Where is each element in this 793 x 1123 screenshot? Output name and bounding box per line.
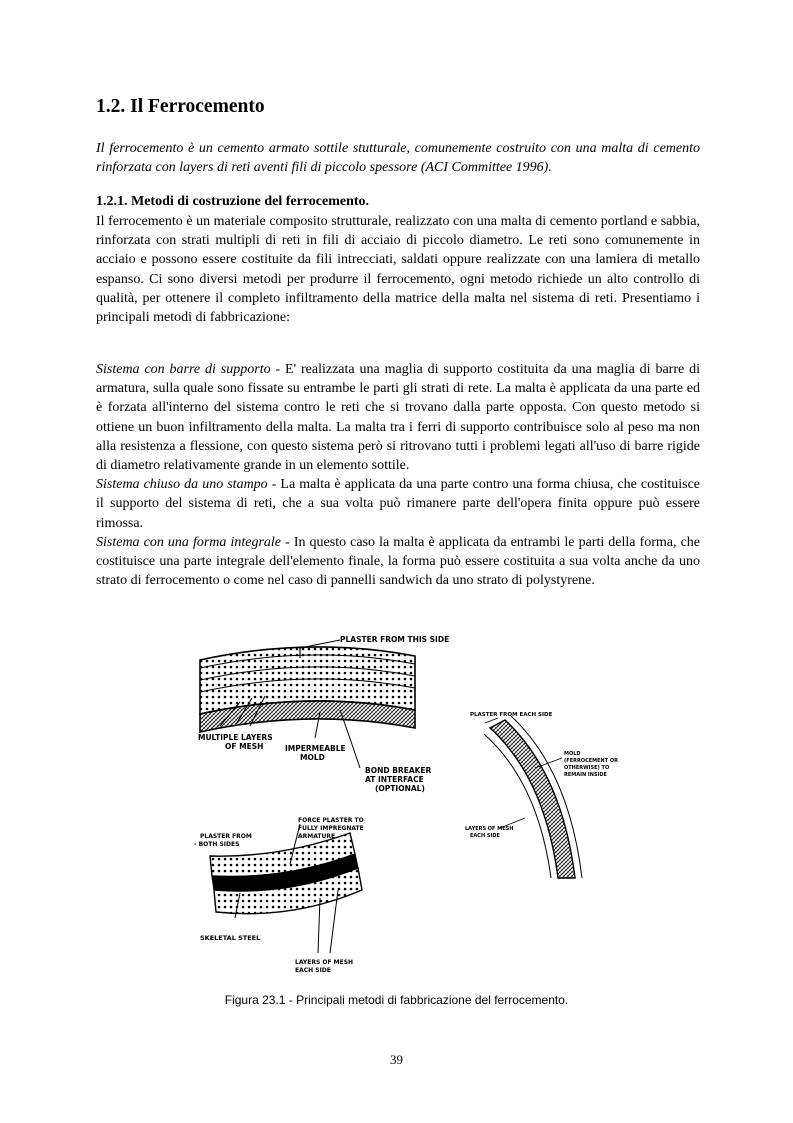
label-otherwise-to: OTHERWISE) TO — [564, 765, 610, 771]
integral-form-band — [490, 720, 575, 878]
intro-paragraph: Il ferrocemento è un materiale composito strutturale, realizzato con una malta di cemento portland e sabbia, rinforzata con strati multipli di reti in fili di acciaio di piccolo diametro. Le reti sono comunemente in acciaio e possono essere costituite da fili intrecciati, saldati oppure realizzate con una lamiera di metallo espanso. Ci sono diversi metodi per produrre il ferrocemento, ogni metodo richiede un alto controllo di qualità, per ottenere il completo infiltramento della matrice della malta nel sistema di reti. Presentiamo i principali metodi di fabbricazione: — [96, 214, 700, 326]
method-term: Sistema con barre di supporto — [96, 362, 271, 377]
label-remain-inside: REMAIN INSIDE — [564, 772, 607, 778]
method-term: Sistema chiuso da uno stampo — [96, 477, 268, 493]
label-ferrocement-or: (FERROCEMENT OR — [564, 758, 618, 764]
section-abstract: Il ferrocemento è un cemento armato sottile stutturale, comunemente costruito con una malta di cemento rinforzata con layers di reti aventi fili di piccolo spessore (ACI Committee 1996). — [96, 141, 700, 175]
label-impermeable: IMPERMEABLE — [285, 744, 346, 753]
label-optional: (OPTIONAL) — [375, 784, 425, 793]
label-each-side-right: EACH SIDE — [470, 833, 500, 839]
method-item — [96, 360, 700, 475]
label-force-plaster: FORCE PLASTER TO — [298, 817, 364, 824]
method-description: - E' realizzata una maglia di supporto costituita da una maglia di barre di armatura, sulla quale sono fissate su entrambe le parti gli strati di rete. La malta è applicata da una parte ed è forzata all'interno del sistema contro le reti che si trovano dalla parte opposta. Con questo metodo si ottiene un buon infiltramento della malta. La malta tra i ferri di supporto contribuisce solo al peso ma non alla resistenza a flessione, con questo sistema però si ritrovano tutti i problemi legati all'uso di barre rigide di diametro relativamente grande in un elemento sottile. — [96, 362, 700, 474]
label-layers-of-mesh-bottom: LAYERS OF MESH — [295, 959, 354, 966]
label-mold: MOLD — [300, 753, 325, 762]
fabrication-methods-figure — [180, 628, 640, 983]
label-both-sides: - BOTH SIDES — [194, 841, 240, 848]
label-bond-breaker: BOND BREAKER — [365, 766, 432, 775]
label-fully-impregnate: FULLY IMPREGNATE — [298, 825, 364, 832]
method-term: Sistema con una forma integrale — [96, 534, 282, 550]
label-each-side-bottom: EACH SIDE — [295, 967, 331, 974]
armature-system-drawing — [194, 817, 364, 974]
methods-list — [96, 360, 700, 590]
label-mold-right: MOLD — [564, 751, 581, 757]
mold-system-drawing — [198, 635, 449, 793]
label-skeletal-steel: SKELETAL STEEL — [200, 934, 261, 942]
method-item — [96, 475, 700, 533]
label-at-interface: AT INTERFACE — [365, 775, 424, 784]
label-layers-of-mesh-right: LAYERS OF MESH — [465, 826, 514, 832]
figure-caption: Figura 23.1 - Principali metodi di fabbricazione del ferrocemento. — [224, 993, 569, 1007]
label-plaster-from: PLASTER FROM — [200, 833, 252, 840]
page-number: 39 — [390, 1052, 403, 1067]
subsection-heading: 1.2.1. Metodi di costruzione del ferrocemento. — [96, 194, 370, 209]
label-multiple-layers: MULTIPLE LAYERS — [198, 733, 273, 742]
section-heading: 1.2. Il Ferrocemento — [96, 96, 265, 117]
integral-form-drawing — [465, 712, 618, 878]
label-plaster-each-side: PLASTER FROM EACH SIDE — [470, 712, 553, 718]
method-item — [96, 533, 700, 591]
label-armature: ARMATURE — [298, 833, 336, 840]
method-description: - La malta è applicata da una parte contro una forma chiusa, che costituisce il supporto del sistema di reti, che a sua volta può rimanere parte dell'opera finita oppure può essere rimossa. — [96, 477, 700, 531]
method-description: - In questo caso la malta è applicata da entrambi le parti della forma, che costituisce una parte integrale dell'elemento finale, la forma può essere costituita a sua volta anche da uno strato di ferrocemento o come nel caso di pannelli sandwich da uno strato di polystyrene. — [96, 534, 701, 589]
label-plaster-this-side: PLASTER FROM THIS SIDE — [340, 635, 450, 644]
label-of-mesh: OF MESH — [225, 742, 264, 751]
